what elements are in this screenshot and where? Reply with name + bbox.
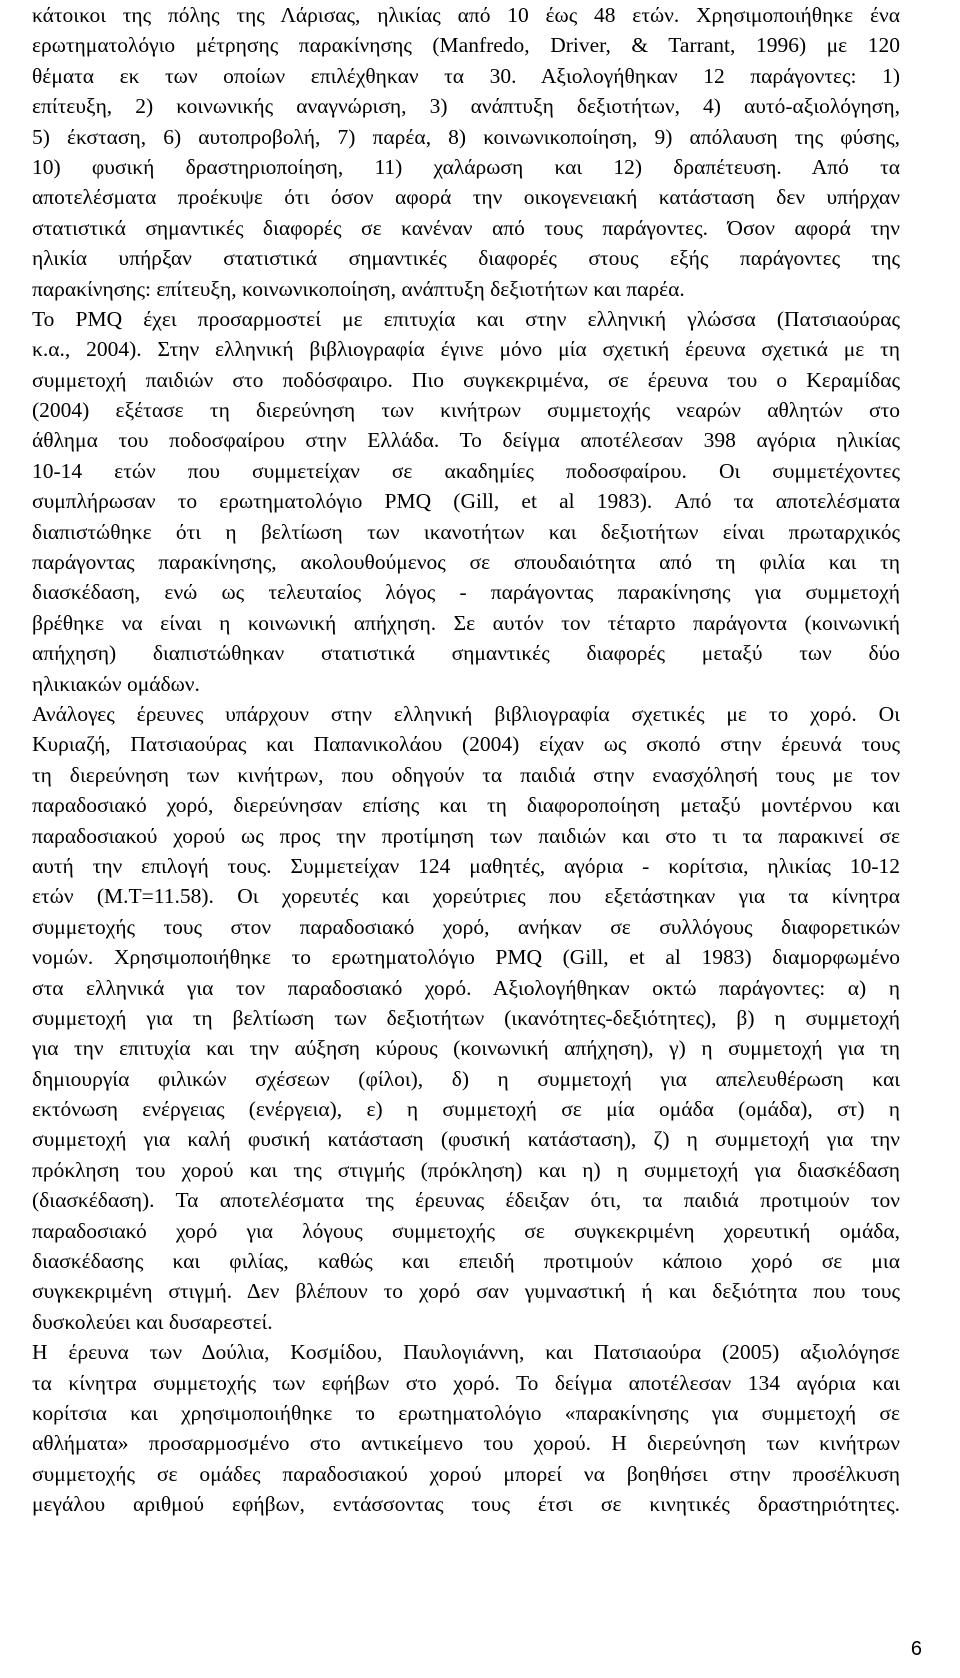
text-line: διασκέδαση, ενώ ως τελευταίος λόγος - παράγοντας παρακίνησης για συμμετοχή: [32, 580, 900, 605]
paragraph-3: [32, 699, 900, 1337]
text-line: συμμετοχή παιδιών στο ποδόσφαιρο. Πιο συγκεκριμένα, σε έρευνα του ο Κεραμίδας: [32, 367, 900, 392]
text-line: εκτόνωση ενέργειας (ενέργεια), ε) η συμμετοχή σε μία ομάδα (ομάδα), στ) η: [32, 1097, 900, 1122]
text-line: δυσκολεύει και δυσαρεστεί.: [32, 1309, 273, 1334]
text-line: ηλικία υπήρξαν στατιστικά σημαντικές διαφορές στους εξής παράγοντες της: [32, 246, 900, 271]
text-line: συμμετοχή για τη βελτίωση των δεξιοτήτων (ικανότητες-δεξιότητες), β) η συμμετοχή: [32, 1005, 900, 1030]
text-line: παραδοσιακό χορό για λόγους συμμετοχής σε συγκεκριμένη χορευτική ομάδα,: [32, 1218, 900, 1243]
text-line: θέματα εκ των οποίων επιλέχθηκαν τα 30. Αξιολογήθηκαν 12 παράγοντες: 1): [32, 63, 900, 88]
text-line: άθλημα του ποδοσφαίρου στην Ελλάδα. Το δείγμα αποτέλεσαν 398 αγόρια ηλικίας: [32, 428, 900, 453]
text-line: συμμετοχής τους στον παραδοσιακό χορό, ανήκαν σε συλλόγους διαφορετικών: [32, 914, 900, 939]
text-line: αυτή την επιλογή τους. Συμμετείχαν 124 μαθητές, αγόρια - κορίτσια, ηλικίας 10-12: [32, 853, 900, 878]
text-line: ηλικιακών ομάδων.: [32, 671, 200, 696]
text-line: συμμετοχή για καλή φυσική κατάσταση (φυσική κατάσταση), ζ) η συμμετοχή για την: [32, 1127, 900, 1152]
text-line: παρακίνησης: επίτευξη, κοινωνικοποίηση, ανάπτυξη δεξιοτήτων και παρέα.: [32, 276, 685, 301]
text-line: παραδοσιακό χορό, διερεύνησαν επίσης και τη διαφοροποίηση μεταξύ μοντέρνου και: [32, 793, 900, 818]
text-line: βρέθηκε να είναι η κοινωνική απήχηση. Σε αυτόν τον τέταρτο παράγοντα (κοινωνική: [32, 610, 900, 635]
text-line: ερωτηματολόγιο μέτρησης παρακίνησης (Manfredo, Driver, & Tarrant, 1996) με 120: [32, 33, 900, 58]
paragraph-2: [32, 304, 900, 699]
text-line: δημιουργία φιλικών σχέσεων (φίλοι), δ) η συμμετοχή για απελευθέρωση και: [32, 1066, 900, 1091]
text-line: συγκεκριμένη στιγμή. Δεν βλέπουν το χορό σαν γυμναστική ή και δεξιότητα που τους: [32, 1279, 900, 1304]
text-line: κάτοικοι της πόλης της Λάρισας, ηλικίας από 10 έως 48 ετών. Χρησιμοποιήθηκε ένα: [32, 3, 900, 27]
text-line: για την επιτυχία και την αύξηση κύρους (κοινωνική απήχηση), γ) η συμμετοχή για τη: [32, 1036, 900, 1061]
text-line: μεγάλου αριθμού εφήβων, εντάσσοντας τους έτσι σε κινητικές δραστηριότητες.: [32, 1492, 900, 1517]
text-line: επίτευξη, 2) κοινωνικής αναγνώριση, 3) ανάπτυξη δεξιοτήτων, 4) αυτό-αξιολόγηση,: [32, 94, 900, 119]
text-line: στα ελληνικά για τον παραδοσιακό χορό. Αξιολογήθηκαν οκτώ παράγοντες: α) η: [32, 975, 900, 1000]
text-line: νομών. Χρησιμοποιήθηκε το ερωτηματολόγιο PMQ (Gill, et al 1983) διαμορφωμένο: [32, 945, 900, 970]
document-page: [32, 0, 900, 1520]
text-line: παραδοσιακού χορού ως προς την προτίμηση των παιδιών και στο τι τα παρακινεί σε: [32, 823, 900, 848]
text-line: Κυριαζή, Πατσιαούρας και Παπανικολάου (2004) είχαν ως σκοπό στην έρευνά τους: [32, 732, 900, 757]
text-line: (διασκέδαση). Τα αποτελέσματα της έρευνας έδειξαν ότι, τα παιδιά προτιμούν τον: [32, 1188, 900, 1213]
text-line: κορίτσια και χρησιμοποιήθηκε το ερωτηματολόγιο «παρακίνησης για συμμετοχή σε: [32, 1400, 900, 1425]
text-line: 5) έκσταση, 6) αυτοπροβολή, 7) παρέα, 8) κοινωνικοποίηση, 9) απόλαυση της φύσης,: [32, 124, 900, 149]
text-line: αποτελέσματα προέκυψε ότι όσον αφορά την οικογενειακή κατάσταση δεν υπήρχαν: [32, 185, 900, 210]
text-line: τη διερεύνηση των κινήτρων, που οδηγούν τα παιδιά στην ενασχόλησή τους με τον: [32, 762, 900, 787]
text-line: απήχηση) διαπιστώθηκαν στατιστικά σημαντικές διαφορές μεταξύ των δύο: [32, 641, 900, 666]
text-line: συμπλήρωσαν το ερωτηματολόγιο PMQ (Gill, et al 1983). Από τα αποτελέσματα: [32, 489, 900, 514]
paragraph-4: [32, 1337, 900, 1519]
text-line: διασκέδασης και φιλίας, καθώς και επειδή προτιμούν κάποιο χορό σε μια: [32, 1249, 900, 1274]
text-line: στατιστικά σημαντικές διαφορές σε κανέναν από τους παράγοντες. Όσον αφορά την: [32, 215, 900, 240]
page-number: 6: [910, 1638, 922, 1660]
text-line: Η έρευνα των Δούλια, Κοσμίδου, Παυλογιάννη, και Πατσιαούρα (2005) αξιολόγησε: [32, 1340, 900, 1365]
text-line: (2004) εξέτασε τη διερεύνηση των κινήτρων συμμετοχής νεαρών αθλητών στο: [32, 398, 900, 423]
paragraph-1: [32, 0, 900, 304]
text-line: 10-14 ετών που συμμετείχαν σε ακαδημίες ποδοσφαίρου. Οι συμμετέχοντες: [32, 458, 900, 483]
text-line: τα κίνητρα συμμετοχής των εφήβων στο χορό. Το δείγμα αποτέλεσαν 134 αγόρια και: [32, 1370, 900, 1395]
text-line: παράγοντας παρακίνησης, ακολουθούμενος σε σπουδαιότητα από τη φιλία και τη: [32, 550, 900, 575]
text-line: αθλήματα» προσαρμοσμένο στο αντικείμενο του χορού. Η διερεύνηση των κινήτρων: [32, 1431, 900, 1456]
text-line: συμμετοχής σε ομάδες παραδοσιακού χορού μπορεί να βοηθήσει στην προσέλκυση: [32, 1461, 900, 1486]
text-line: Το PMQ έχει προσαρμοστεί με επιτυχία και στην ελληνική γλώσσα (Πατσιαούρας: [32, 306, 900, 331]
text-line: πρόκληση του χορού και της στιγμής (πρόκληση) και η) η συμμετοχή για διασκέδαση: [32, 1157, 900, 1182]
text-line: 10) φυσική δραστηριοποίηση, 11) χαλάρωση και 12) δραπέτευση. Από τα: [32, 154, 900, 179]
text-line: κ.α., 2004). Στην ελληνική βιβλιογραφία έγινε μόνο μία σχετική έρευνα σχετικά με τη: [32, 337, 900, 362]
text-line: ετών (Μ.Τ=11.58). Οι χορευτές και χορεύτριες που εξετάστηκαν για τα κίνητρα: [32, 884, 900, 909]
text-line: Ανάλογες έρευνες υπάρχουν στην ελληνική βιβλιογραφία σχετικές με το χορό. Οι: [32, 701, 900, 726]
text-line: διαπιστώθηκε ότι η βελτίωση των ικανοτήτων και δεξιοτήτων είναι πρωταρχικός: [32, 519, 900, 544]
